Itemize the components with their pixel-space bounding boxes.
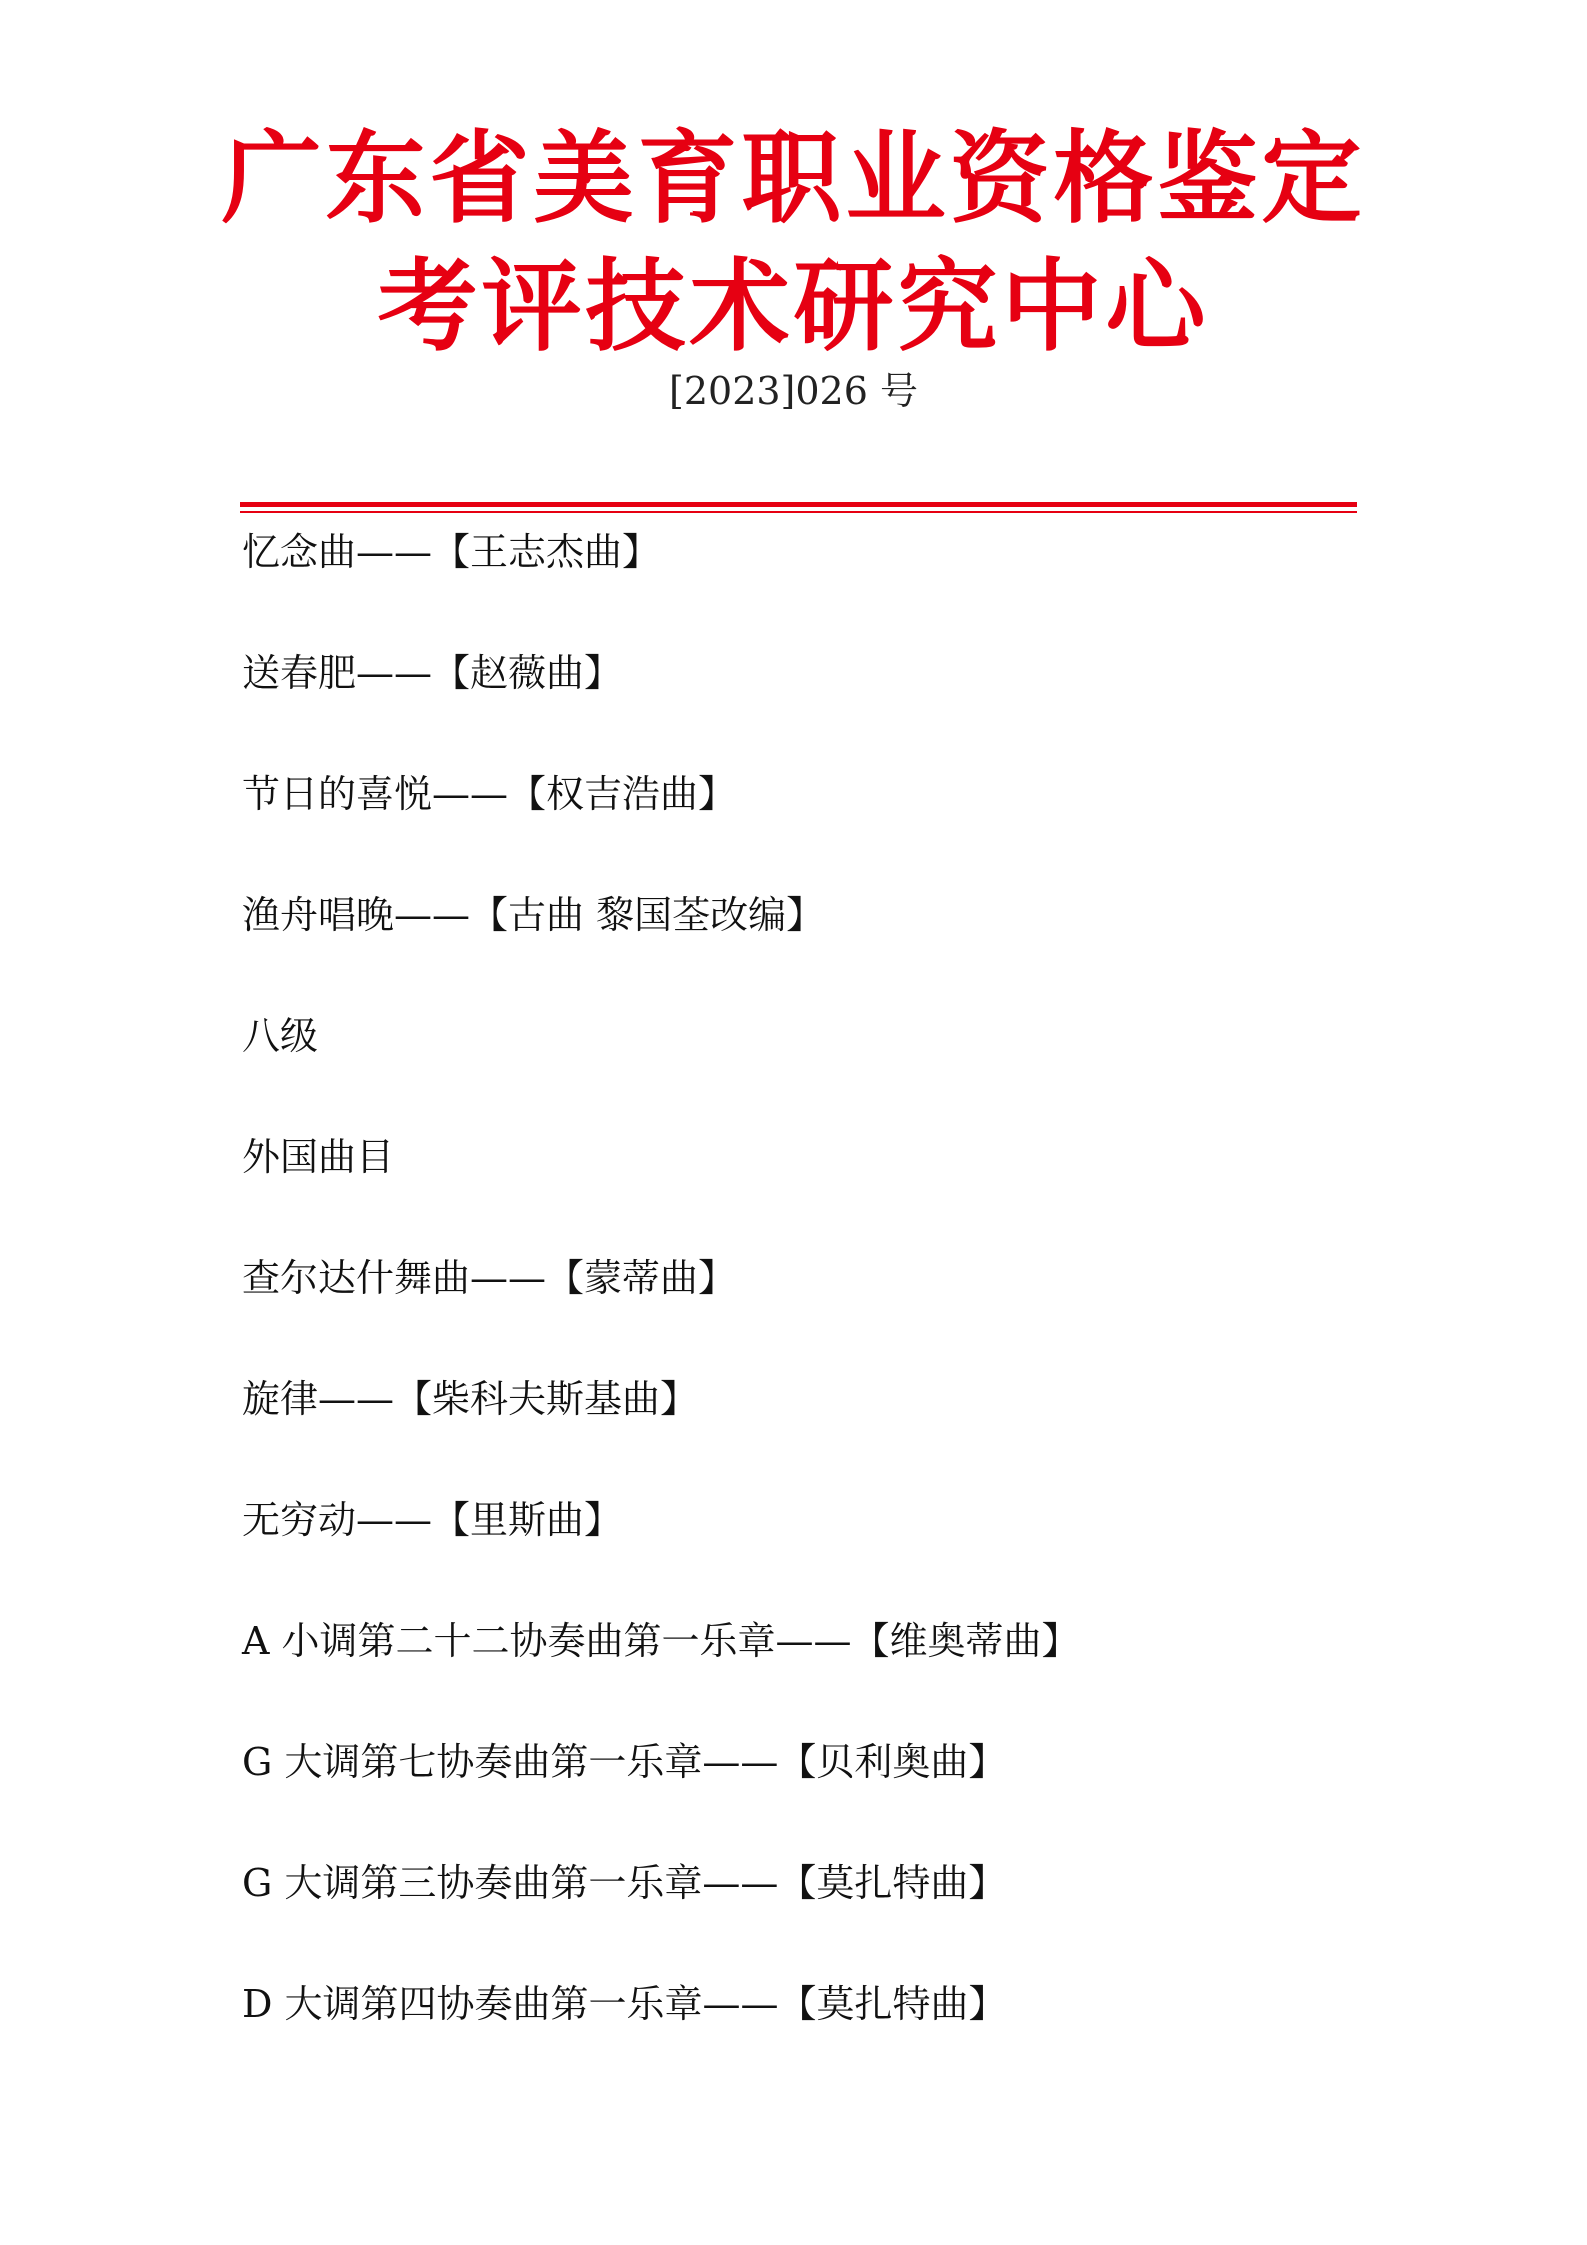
repertoire-item-6: 旋律——【柴科夫斯基曲】	[242, 1377, 699, 1421]
header-title-line-1: 广东省美育职业资格鉴定	[221, 119, 1366, 237]
repertoire-item-10: G 大调第三协奏曲第一乐章——【莫扎特曲】	[242, 1861, 1007, 1905]
section-heading-foreign: 外国曲目	[242, 1135, 395, 1179]
repertoire-item-8: A 小调第二十二协奏曲第一乐章——【维奥蒂曲】	[242, 1619, 1080, 1663]
repertoire-item-7: 无穷动——【里斯曲】	[242, 1498, 623, 1542]
repertoire-item-9: G 大调第七协奏曲第一乐章——【贝利奥曲】	[242, 1740, 1007, 1784]
repertoire-list	[242, 527, 1357, 2100]
repertoire-item-4: 渔舟唱晚——【古曲 黎国荃改编】	[242, 893, 825, 937]
document-number: [2023]026 号	[669, 369, 918, 413]
repertoire-item-2: 送春肥——【赵薇曲】	[242, 651, 623, 695]
repertoire-item-3: 节日的喜悦——【权吉浩曲】	[242, 772, 737, 816]
header-divider-thick	[240, 502, 1357, 507]
repertoire-item-5: 查尔达什舞曲——【蒙蒂曲】	[242, 1256, 737, 1300]
repertoire-item-1: 忆念曲——【王志杰曲】	[242, 530, 661, 574]
repertoire-item-11: D 大调第四协奏曲第一乐章——【莫扎特曲】	[242, 1982, 1007, 2026]
grade-heading: 八级	[242, 1014, 319, 1058]
header-title-line-2: 考评技术研究中心	[377, 247, 1210, 365]
header-divider-thin	[240, 511, 1357, 513]
